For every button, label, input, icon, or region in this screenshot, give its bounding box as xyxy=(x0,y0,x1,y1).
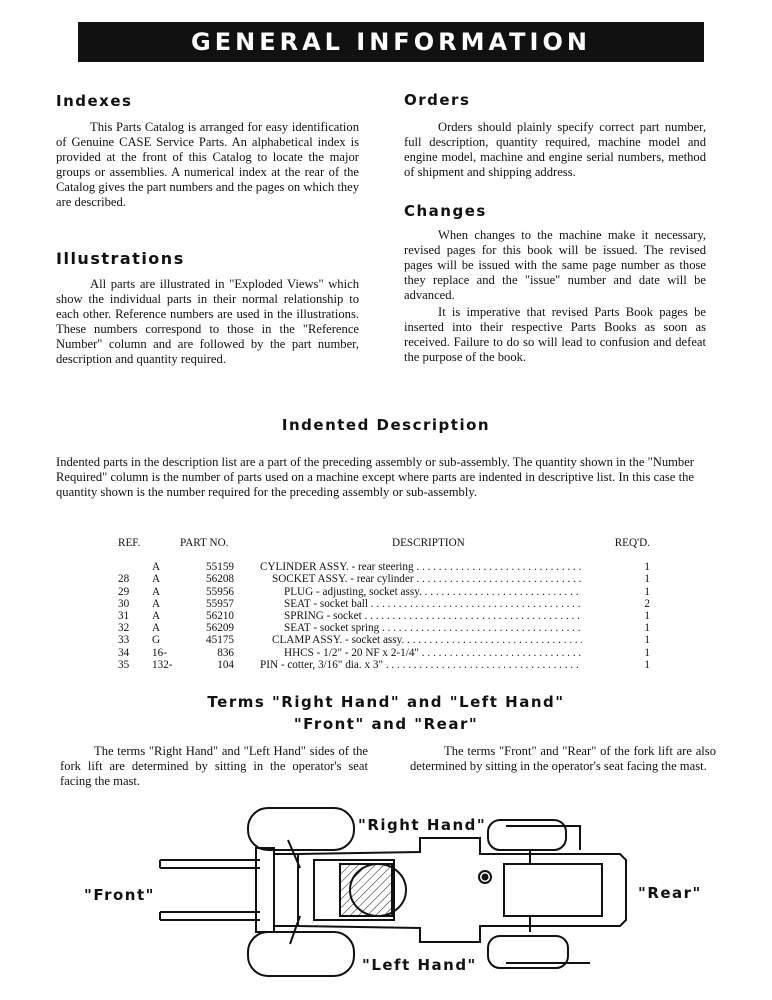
parts-row xyxy=(118,598,650,610)
parts-row-number: 56208 xyxy=(206,573,234,586)
parts-row-ref: 29 xyxy=(118,585,130,598)
parts-row-number: 55159 xyxy=(206,561,234,574)
parts-row-prefix: 132- xyxy=(152,658,173,671)
front-label: "Front" xyxy=(84,886,155,904)
front-right-wheel xyxy=(248,808,354,850)
parts-row-prefix: A xyxy=(152,573,161,586)
description-column-header: DESCRIPTION xyxy=(392,537,465,549)
parts-row-qty: 1 xyxy=(644,634,650,647)
parts-row-ref: 32 xyxy=(118,622,130,635)
parts-row-qty: 1 xyxy=(644,561,650,574)
parts-row xyxy=(118,586,650,598)
leader-dots xyxy=(362,610,582,622)
reqd-column-header: REQ'D. xyxy=(614,537,650,549)
leader-dots xyxy=(422,586,582,598)
changes-paragraph-1: When changes to the machine make it necessary, revised pages for this book will be issued. The revised pages will be issued with the same page number as those they replace and the "issue" number and date will be advanced. xyxy=(404,228,706,302)
parts-row-qty: 1 xyxy=(644,658,650,671)
indented-description-heading: Indented Description xyxy=(281,416,491,434)
parts-row-number: 45175 xyxy=(206,634,234,647)
leader-dots xyxy=(419,647,582,659)
parts-row-qty: 1 xyxy=(644,585,650,598)
ref-column-header: REF. xyxy=(118,537,141,549)
parts-row-qty: 1 xyxy=(644,610,650,623)
parts-row-ref xyxy=(118,561,152,573)
terms-heading-1: Terms "Right Hand" and "Left Hand" xyxy=(207,693,565,711)
parts-table-body xyxy=(118,561,650,671)
leader-dots xyxy=(414,573,582,585)
parts-row-number: 55957 xyxy=(206,597,234,610)
parts-row-prefix: G xyxy=(152,634,161,647)
parts-row xyxy=(118,573,650,585)
parts-row xyxy=(118,561,650,573)
parts-row-description: CLAMP ASSY. - socket assy. xyxy=(272,634,405,647)
parts-row-description-cell xyxy=(252,586,615,598)
leader-dots xyxy=(414,561,582,573)
parts-row-description-cell xyxy=(252,561,615,573)
leader-dots xyxy=(368,598,582,610)
indexes-heading: Indexes xyxy=(56,92,133,110)
parts-row-ref: 34 xyxy=(118,646,130,659)
leader-dots xyxy=(383,659,582,671)
parts-row-qty: 1 xyxy=(644,622,650,635)
parts-row-qty: 2 xyxy=(644,597,650,610)
part-no-column-header: PART NO. xyxy=(180,537,229,549)
parts-row-qty: 1 xyxy=(644,573,650,586)
orders-paragraph: Orders should plainly specify correct part number, full description, quantity required, machine model and engine model, machine and engine serial numbers, method of shipment and shipping address. xyxy=(404,120,706,179)
parts-row-description-cell xyxy=(252,573,615,585)
forklift-orientation-diagram xyxy=(60,798,740,988)
illustrations-heading: Illustrations xyxy=(56,249,185,268)
parts-table xyxy=(118,537,650,671)
parts-row-prefix: A xyxy=(152,597,161,610)
illustrations-text-block xyxy=(56,277,359,367)
parts-row-prefix: A xyxy=(152,622,161,635)
indexes-paragraph: This Parts Catalog is arranged for easy identification of Genuine CASE Service Parts. An alphabetical index is provided at the front of this Catalog to locate the major groups or assemblies. A numerical index at the rear of the Catalog gives the part numbers and the pages on which they are described. xyxy=(56,120,359,209)
parts-row-description-cell xyxy=(252,610,615,622)
front-left-wheel xyxy=(248,932,354,976)
indexes-text-block xyxy=(56,120,359,210)
parts-row-ref: 30 xyxy=(118,597,130,610)
parts-row-description-cell xyxy=(252,598,615,610)
parts-row-prefix: A xyxy=(152,585,161,598)
changes-text-block xyxy=(404,228,706,365)
indented-text-block xyxy=(56,455,694,500)
parts-row xyxy=(118,659,650,671)
terms-right-paragraph: The terms "Front" and "Rear" of the fork lift are also determined by sitting in the operator's seat facing the mast. xyxy=(410,744,716,773)
parts-row-ref: 28 xyxy=(118,573,130,586)
parts-row-number: 104 xyxy=(217,658,234,671)
parts-row-description: SOCKET ASSY. - rear cylinder xyxy=(272,573,414,586)
parts-row-ref: 33 xyxy=(118,634,130,647)
changes-heading: Changes xyxy=(404,202,487,220)
illustrations-paragraph: All parts are illustrated in "Exploded Views" which show the individual parts in their normal relationship to each other. Reference numbers are used in the illustrations. These numbers correspond to those in the "Reference Number" column and are followed by the part number, description and quantity required. xyxy=(56,277,359,366)
parts-row-ref: 35 xyxy=(118,658,130,671)
parts-row-description: HHCS - 1/2" - 20 NF x 2-1/4" xyxy=(284,646,419,659)
terms-heading-2: "Front" and "Rear" xyxy=(293,715,479,733)
parts-row-number: 55956 xyxy=(206,585,234,598)
rear-label: "Rear" xyxy=(638,884,702,902)
changes-paragraph-2: It is imperative that revised Parts Book pages be inserted into their respective Parts Books as soon as received. Failure to do so will lead to confusion and defeat the purpose of the book. xyxy=(404,305,706,364)
parts-row-description: PIN - cotter, 3/16" dia. x 3" xyxy=(260,658,384,671)
parts-row-number: 56209 xyxy=(206,622,234,635)
left-hand-label: "Left Hand" xyxy=(362,956,477,974)
parts-row-description: PLUG - adjusting, socket assy. xyxy=(284,585,422,598)
parts-row xyxy=(118,610,650,622)
terms-left-block xyxy=(60,744,368,789)
terms-right-block xyxy=(410,744,716,774)
parts-row-description-cell xyxy=(252,647,615,659)
parts-row-qty: 1 xyxy=(644,646,650,659)
parts-row-prefix: A xyxy=(152,561,161,574)
parts-row-description: SPRING - socket xyxy=(284,610,362,623)
orders-text-block xyxy=(404,120,706,180)
parts-row xyxy=(118,647,650,659)
parts-row-ref: 31 xyxy=(118,610,130,623)
orders-heading: Orders xyxy=(404,91,471,109)
right-hand-label: "Right Hand" xyxy=(358,816,487,834)
leader-dots xyxy=(379,622,582,634)
parts-row-description: SEAT - socket spring xyxy=(284,622,380,635)
indented-paragraph: Indented parts in the description list are a part of the preceding assembly or sub-assembly. The quantity shown in the "Number Required" column is the number of parts used on a machine except where parts are indented in descriptive list. In this case the quantity shown is the number required for the preceding assembly or sub-assembly. xyxy=(56,455,694,499)
page-title-banner: GENERAL INFORMATION xyxy=(78,22,704,62)
parts-row xyxy=(118,622,650,634)
parts-table-header xyxy=(118,537,650,561)
parts-row-description: CYLINDER ASSY. - rear steering xyxy=(260,561,414,574)
rear-right-wheel xyxy=(488,820,566,850)
parts-row-prefix: A xyxy=(152,610,161,623)
parts-row-description: SEAT - socket ball xyxy=(284,597,368,610)
terms-left-paragraph: The terms "Right Hand" and "Left Hand" sides of the fork lift are determined by sitting in the operator's seat facing the mast. xyxy=(60,744,368,788)
parts-row-prefix: 16- xyxy=(152,646,167,659)
parts-row xyxy=(118,634,650,646)
parts-row-number: 56210 xyxy=(206,610,234,623)
parts-row-number: 836 xyxy=(217,646,234,659)
parts-row-description-cell xyxy=(252,622,615,634)
parts-row-description-cell xyxy=(252,659,615,671)
parts-row-description-cell xyxy=(252,634,615,646)
leader-dots xyxy=(404,634,582,646)
